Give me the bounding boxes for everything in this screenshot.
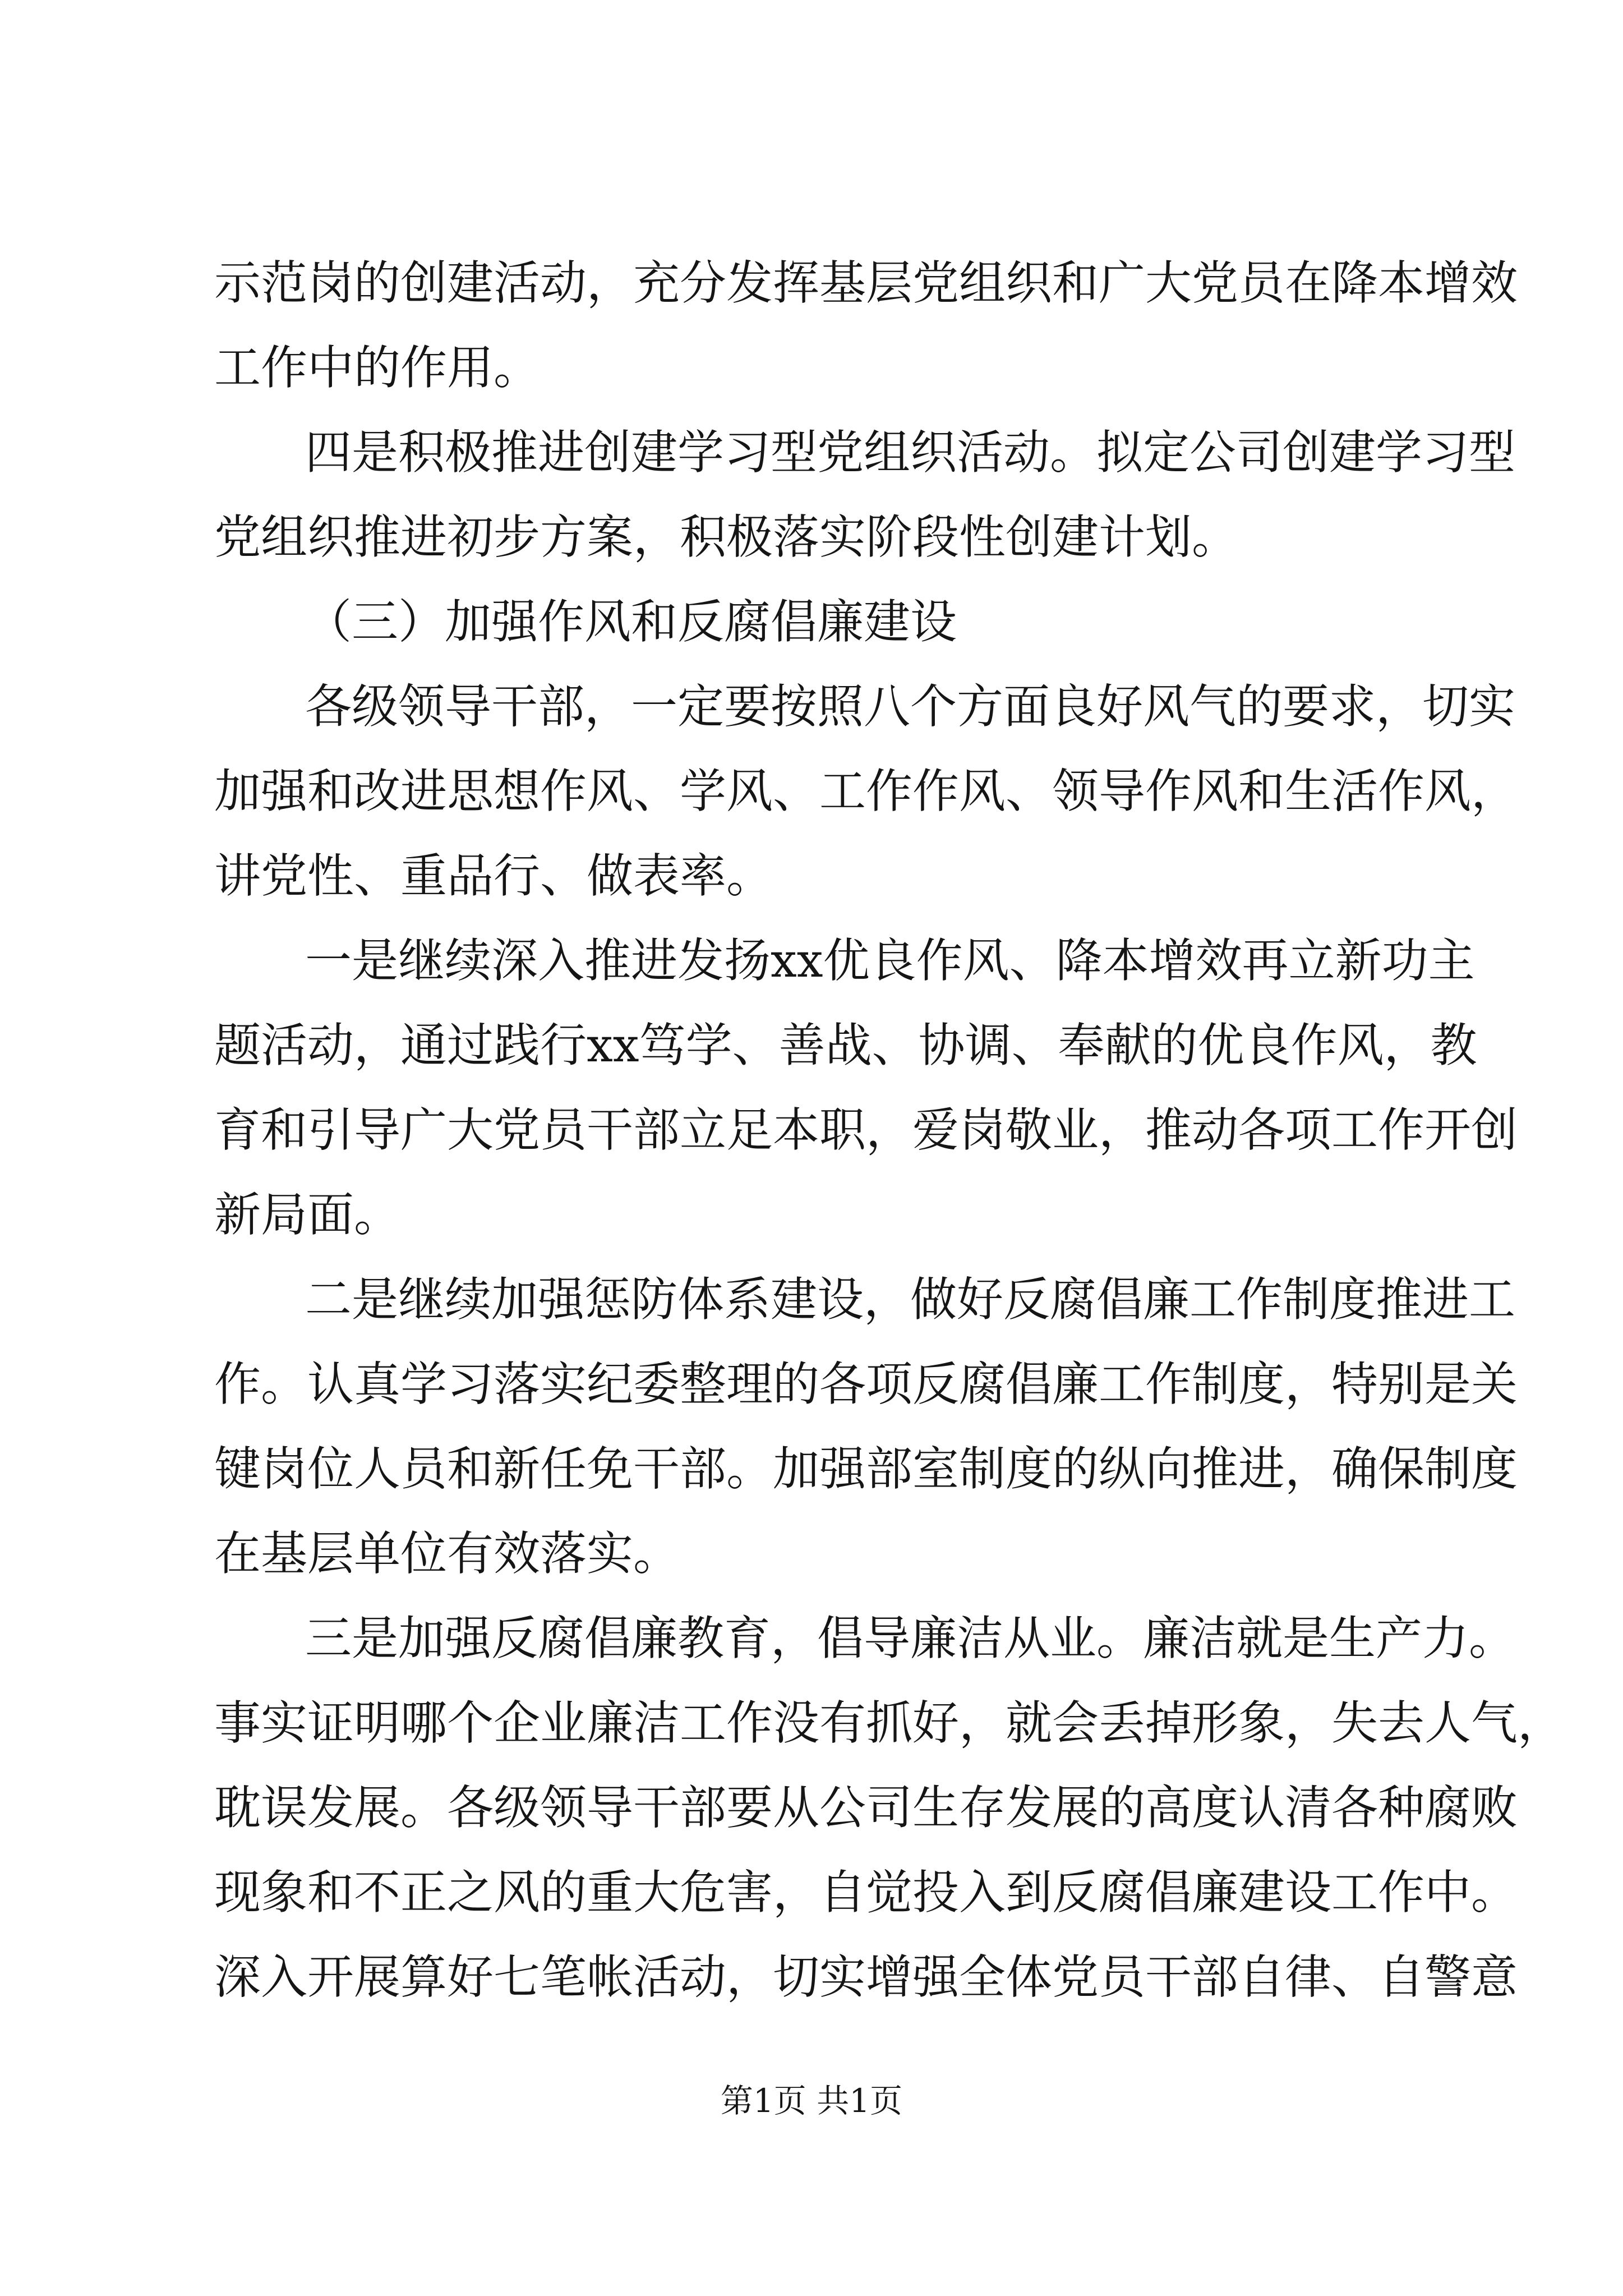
text-line: 加强和改进思想作风、学风、工作作风、领导作风和生活作风， xyxy=(214,764,1518,818)
text-line: 在基层单位有效落实。 xyxy=(214,1526,680,1581)
paragraph-first-line: 一是继续深入推进发扬xx优良作风、降本增效再立新功主 xyxy=(305,933,1475,988)
section-heading: （三）加强作风和反腐倡廉建设 xyxy=(305,595,957,649)
text-line: 作。认真学习落实纪委整理的各项反腐倡廉工作制度，特别是关 xyxy=(214,1357,1518,1411)
paragraph-first-line: 四是积极推进创建学习型党组织活动。拟定公司创建学习型 xyxy=(305,425,1515,480)
page-footer: 第1页 共1页 xyxy=(720,2082,903,2120)
text-line: 讲党性、重品行、做表率。 xyxy=(214,849,773,903)
text-line: 耽误发展。各级领导干部要从公司生存发展的高度认清各种腐败 xyxy=(214,1780,1518,1835)
text-line: 题活动，通过践行xx笃学、善战、协调、奉献的优良作风，教 xyxy=(214,1018,1477,1073)
text-line: 深入开展算好七笔帐活动，切实增强全体党员干部自律、自警意 xyxy=(214,1950,1518,2004)
text-line: 育和引导广大党员干部立足本职，爱岗敬业，推动各项工作开创 xyxy=(214,1103,1518,1157)
paragraph-first-line: 三是加强反腐倡廉教育，倡导廉洁从业。廉洁就是生产力。 xyxy=(305,1611,1515,1665)
text-line: 键岗位人员和新任免干部。加强部室制度的纵向推进，确保制度 xyxy=(214,1442,1518,1496)
text-line: 党组织推进初步方案，积极落实阶段性创建计划。 xyxy=(214,510,1238,564)
paragraph-first-line: 二是继续加强惩防体系建设，做好反腐倡廉工作制度推进工 xyxy=(305,1272,1515,1327)
text-line: 示范岗的创建活动，充分发挥基层党组织和广大党员在降本增效 xyxy=(214,256,1518,310)
text-line: 新局面。 xyxy=(214,1188,400,1242)
paragraph-first-line: 各级领导干部，一定要按照八个方面良好风气的要求，切实 xyxy=(305,679,1515,734)
text-line: 现象和不正之风的重大危害，自觉投入到反腐倡廉建设工作中。 xyxy=(214,1865,1518,1920)
text-line: 工作中的作用。 xyxy=(214,341,540,395)
text-line: 事实证明哪个企业廉洁工作没有抓好，就会丢掉形象，失去人气， xyxy=(214,1696,1564,1750)
